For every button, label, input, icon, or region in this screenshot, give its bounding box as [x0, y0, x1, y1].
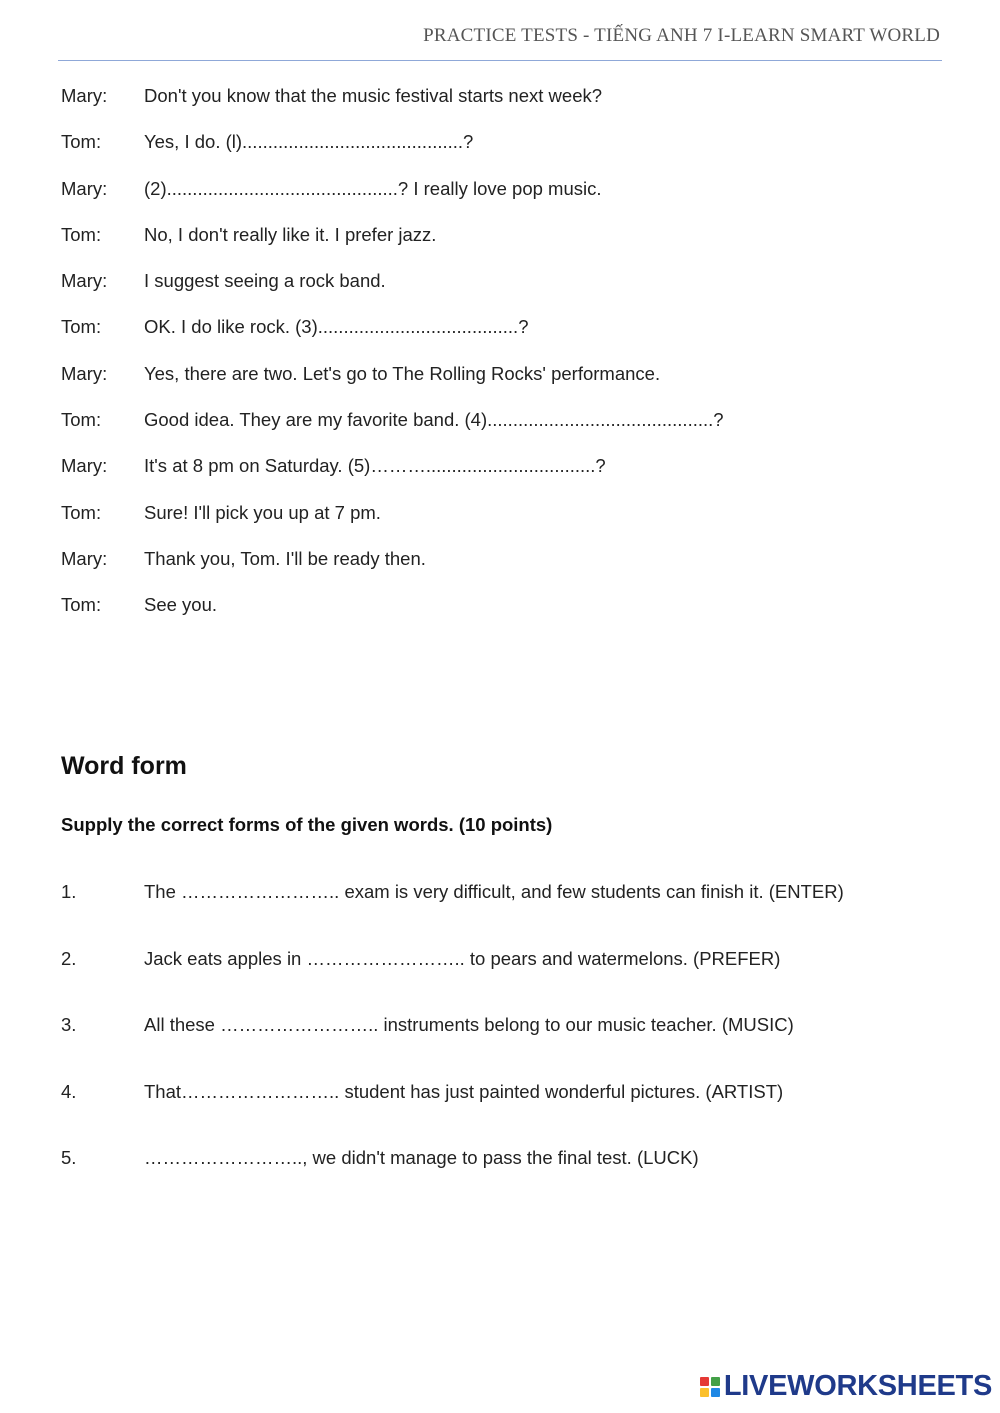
dialogue-line: [61, 545, 941, 591]
speaker-label: Mary:: [61, 362, 108, 384]
dialogue-line: [61, 452, 941, 498]
dialogue-line: [61, 406, 941, 452]
question-item: [61, 945, 941, 1012]
speech-text: No, I don't really like it. I prefer jazz.: [144, 223, 437, 245]
logo-grid-icon: [700, 1377, 720, 1397]
question-text: …………………….., we didn't manage to pass the final test. (LUCK): [144, 1147, 699, 1168]
speaker-label: Tom:: [61, 409, 102, 431]
logo-square: [700, 1388, 709, 1397]
question-item: [61, 1011, 941, 1078]
speech-text: Sure! I'll pick you up at 7 pm.: [144, 501, 381, 523]
question-text: That…………………….. student has just painted wonderful pictures. (ARTIST): [144, 1080, 784, 1102]
speaker-label: Mary:: [61, 177, 108, 199]
speaker-label: Tom:: [61, 131, 102, 153]
word-form-questions: [61, 878, 941, 1211]
question-number: 4.: [61, 1080, 77, 1102]
question-text: The …………………….. exam is very difficult, and few students can finish it. (ENTER): [144, 881, 844, 902]
question-item: [61, 1144, 941, 1211]
speech-text: Good idea. They are my favorite band. (4)............................................?: [144, 409, 724, 431]
dialogue-line: [61, 499, 941, 545]
dialogue-line: [61, 591, 941, 637]
dialogue-line: [61, 175, 941, 221]
section-instruction: Supply the correct forms of the given words. (10 points): [61, 814, 553, 835]
liveworksheets-logo[interactable]: [700, 1370, 992, 1403]
dialogue-line: [61, 313, 941, 359]
logo-square: [711, 1388, 720, 1397]
speaker-label: Mary:: [61, 455, 108, 477]
speech-text: Don't you know that the music festival starts next week?: [144, 85, 603, 106]
dialogue-line: [61, 82, 941, 128]
speech-text: Thank you, Tom. I'll be ready then.: [144, 547, 426, 569]
logo-text: LIVEWORKSHEETS: [723, 1370, 992, 1402]
speaker-label: Tom:: [61, 223, 102, 245]
speech-text: Yes, I do. (l)...........................................?: [144, 131, 474, 153]
speech-text: OK. I do like rock. (3).......................................?: [144, 316, 529, 338]
dialogue-line: [61, 267, 941, 313]
question-item: [61, 1078, 941, 1145]
question-text: Jack eats apples in …………………….. to pears and watermelons. (PREFER): [144, 947, 781, 969]
section-title: Word form: [61, 752, 187, 780]
speaker-label: Mary:: [61, 270, 108, 292]
speech-text: (2).............................................? I really love pop music.: [144, 177, 602, 199]
logo-square: [711, 1377, 720, 1386]
question-number: 1.: [61, 881, 77, 902]
speech-text: I suggest seeing a rock band.: [144, 270, 386, 292]
dialogue-line: [61, 360, 941, 406]
speaker-label: Tom:: [61, 594, 102, 616]
header-divider: [58, 60, 942, 61]
question-number: 2.: [61, 947, 77, 969]
speaker-label: Mary:: [61, 85, 108, 106]
dialogue-line: [61, 128, 941, 174]
question-number: 5.: [61, 1147, 77, 1168]
dialogue-section: [61, 82, 941, 638]
question-number: 3.: [61, 1014, 77, 1035]
speech-text: Yes, there are two. Let's go to The Rolling Rocks' performance.: [144, 362, 661, 384]
speech-text: See you.: [144, 594, 218, 616]
speaker-label: Tom:: [61, 501, 102, 523]
page-header: PRACTICE TESTS - TIẾNG ANH 7 I-LEARN SMART WORLD: [423, 25, 940, 46]
logo-square: [700, 1377, 709, 1386]
question-item: [61, 878, 941, 945]
speaker-label: Tom:: [61, 316, 102, 338]
speaker-label: Mary:: [61, 547, 108, 569]
dialogue-line: [61, 221, 941, 267]
speech-text: It's at 8 pm on Saturday. (5)……….................................?: [144, 455, 606, 477]
question-text: All these …………………….. instruments belong to our music teacher. (MUSIC): [144, 1014, 794, 1035]
